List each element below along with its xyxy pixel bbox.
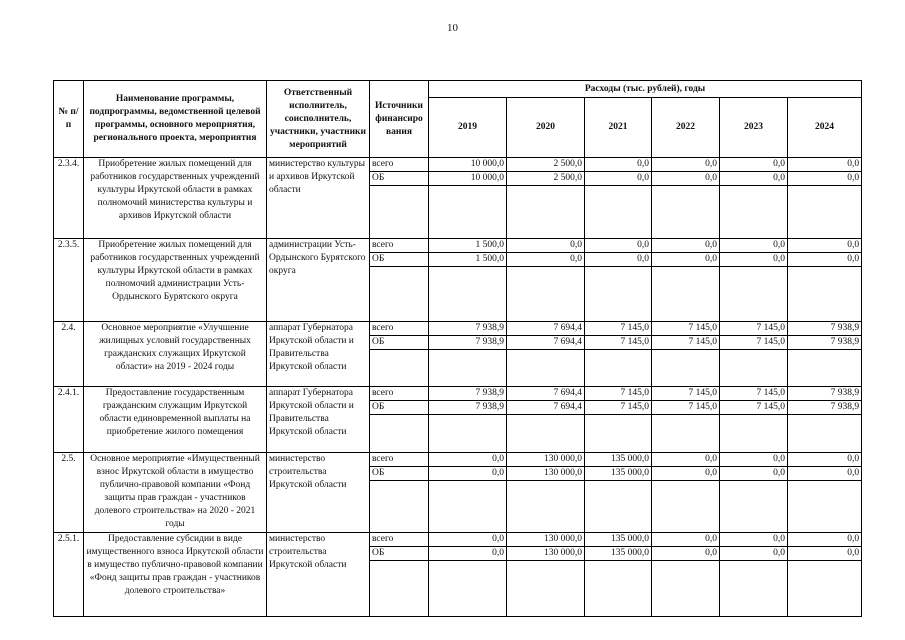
funding-source: ОБ bbox=[370, 401, 429, 415]
executor: министерство культуры и архивов Иркутской области bbox=[267, 158, 370, 239]
empty-cell bbox=[507, 186, 585, 239]
expense-value: 7 938,9 bbox=[788, 322, 862, 336]
expense-value: 7 694,4 bbox=[507, 387, 585, 401]
page-number: 10 bbox=[447, 22, 458, 34]
header-year: 2019 bbox=[429, 98, 507, 158]
empty-cell bbox=[720, 481, 788, 533]
table-row bbox=[54, 453, 862, 467]
expense-value: 7 145,0 bbox=[585, 387, 652, 401]
empty-cell bbox=[788, 415, 862, 453]
expense-value: 0,0 bbox=[720, 453, 788, 467]
header-source: Источники финансиро вания bbox=[370, 81, 429, 158]
expenses-table bbox=[53, 80, 862, 617]
funding-source: ОБ bbox=[370, 336, 429, 350]
empty-cell bbox=[370, 481, 429, 533]
header-name: Наименование программы, подпрограммы, ведомственной целевой программы, основного мероприятия, регионального проекта, мероприятия bbox=[84, 81, 267, 158]
funding-source: всего bbox=[370, 158, 429, 172]
empty-cell bbox=[429, 561, 507, 617]
expense-value: 0,0 bbox=[788, 253, 862, 267]
expense-value: 130 000,0 bbox=[507, 467, 585, 481]
row-number: 2.5. bbox=[54, 453, 84, 533]
expense-value: 7 938,9 bbox=[429, 401, 507, 415]
funding-source: всего bbox=[370, 387, 429, 401]
empty-cell bbox=[370, 350, 429, 387]
empty-cell bbox=[429, 267, 507, 322]
funding-source: всего bbox=[370, 453, 429, 467]
header-year: 2020 bbox=[507, 98, 585, 158]
empty-cell bbox=[370, 415, 429, 453]
header-expenses: Расходы (тыс. рублей), годы bbox=[429, 81, 862, 98]
empty-cell bbox=[585, 415, 652, 453]
expense-value: 0,0 bbox=[585, 158, 652, 172]
activity-name: Приобретение жилых помещений для работников государственных учреждений культуры Иркутской области в рамках полномочий администрации Усть-Ордынского Бурятского округа bbox=[84, 239, 267, 322]
expense-value: 0,0 bbox=[652, 253, 720, 267]
header-year: 2021 bbox=[585, 98, 652, 158]
header-executor: Ответственный исполнитель, соисполнитель, участники, участники мероприятий bbox=[267, 81, 370, 158]
expense-value: 7 145,0 bbox=[585, 336, 652, 350]
expense-value: 0,0 bbox=[585, 239, 652, 253]
expense-value: 7 694,4 bbox=[507, 322, 585, 336]
empty-cell bbox=[585, 561, 652, 617]
expense-value: 1 500,0 bbox=[429, 239, 507, 253]
empty-cell bbox=[652, 186, 720, 239]
expense-value: 130 000,0 bbox=[507, 547, 585, 561]
row-number: 2.4.1. bbox=[54, 387, 84, 453]
expense-value: 0,0 bbox=[788, 533, 862, 547]
funding-source: ОБ bbox=[370, 253, 429, 267]
expense-value: 0,0 bbox=[720, 533, 788, 547]
expense-value: 135 000,0 bbox=[585, 533, 652, 547]
expense-value: 0,0 bbox=[429, 453, 507, 467]
empty-cell bbox=[507, 481, 585, 533]
expense-value: 0,0 bbox=[788, 158, 862, 172]
empty-cell bbox=[585, 186, 652, 239]
expense-value: 0,0 bbox=[585, 253, 652, 267]
expense-value: 0,0 bbox=[429, 467, 507, 481]
expense-value: 7 145,0 bbox=[720, 401, 788, 415]
empty-cell bbox=[370, 561, 429, 617]
expense-value: 7 694,4 bbox=[507, 401, 585, 415]
expense-value: 0,0 bbox=[720, 253, 788, 267]
header-year: 2024 bbox=[788, 98, 862, 158]
expense-value: 0,0 bbox=[720, 239, 788, 253]
table-row bbox=[54, 533, 862, 547]
expense-value: 7 145,0 bbox=[652, 387, 720, 401]
expense-value: 2 500,0 bbox=[507, 158, 585, 172]
expense-value: 10 000,0 bbox=[429, 172, 507, 186]
expense-value: 7 694,4 bbox=[507, 336, 585, 350]
expense-value: 135 000,0 bbox=[585, 453, 652, 467]
activity-name: Предоставление государственным гражданским служащим Иркутской области единовременной выплаты на приобретение жилого помещения bbox=[84, 387, 267, 453]
expense-value: 0,0 bbox=[720, 467, 788, 481]
expense-value: 7 938,9 bbox=[788, 387, 862, 401]
expense-value: 7 145,0 bbox=[585, 322, 652, 336]
header-year: 2022 bbox=[652, 98, 720, 158]
expense-value: 0,0 bbox=[507, 239, 585, 253]
expense-value: 130 000,0 bbox=[507, 453, 585, 467]
empty-cell bbox=[720, 186, 788, 239]
funding-source: ОБ bbox=[370, 172, 429, 186]
empty-cell bbox=[720, 267, 788, 322]
expense-value: 0,0 bbox=[720, 547, 788, 561]
empty-cell bbox=[507, 415, 585, 453]
empty-cell bbox=[370, 186, 429, 239]
empty-cell bbox=[788, 186, 862, 239]
expense-value: 0,0 bbox=[788, 172, 862, 186]
header-row bbox=[54, 81, 862, 98]
expense-value: 130 000,0 bbox=[507, 533, 585, 547]
empty-cell bbox=[585, 267, 652, 322]
empty-cell bbox=[788, 481, 862, 533]
expense-value: 7 145,0 bbox=[720, 322, 788, 336]
empty-cell bbox=[652, 350, 720, 387]
empty-cell bbox=[507, 350, 585, 387]
expense-value: 135 000,0 bbox=[585, 547, 652, 561]
expense-value: 7 145,0 bbox=[720, 387, 788, 401]
table-row bbox=[54, 239, 862, 253]
empty-cell bbox=[788, 561, 862, 617]
expense-value: 0,0 bbox=[788, 547, 862, 561]
expense-value: 0,0 bbox=[788, 453, 862, 467]
expense-value: 7 938,9 bbox=[788, 336, 862, 350]
header-num: № п/п bbox=[54, 81, 84, 158]
expense-value: 0,0 bbox=[652, 239, 720, 253]
activity-name: Приобретение жилых помещений для работников государственных учреждений культуры Иркутской области в рамках полномочий министерства культуры и архивов Иркутской области bbox=[84, 158, 267, 239]
expense-value: 7 938,9 bbox=[429, 322, 507, 336]
expense-value: 7 938,9 bbox=[429, 336, 507, 350]
expense-value: 7 145,0 bbox=[652, 322, 720, 336]
expense-value: 0,0 bbox=[788, 239, 862, 253]
executor: аппарат Губернатора Иркутской области и Правительства Иркутской области bbox=[267, 322, 370, 387]
table-row bbox=[54, 158, 862, 172]
expense-value: 0,0 bbox=[720, 172, 788, 186]
empty-cell bbox=[652, 415, 720, 453]
empty-cell bbox=[652, 561, 720, 617]
expense-value: 2 500,0 bbox=[507, 172, 585, 186]
expense-value: 7 145,0 bbox=[652, 401, 720, 415]
empty-cell bbox=[720, 415, 788, 453]
empty-cell bbox=[585, 350, 652, 387]
empty-cell bbox=[788, 350, 862, 387]
executor: министерство строительства Иркутской области bbox=[267, 533, 370, 617]
executor: министерство строительства Иркутской области bbox=[267, 453, 370, 533]
funding-source: всего bbox=[370, 239, 429, 253]
funding-source: всего bbox=[370, 533, 429, 547]
expense-value: 0,0 bbox=[585, 172, 652, 186]
expense-value: 0,0 bbox=[652, 533, 720, 547]
table-row bbox=[54, 322, 862, 336]
row-number: 2.3.5. bbox=[54, 239, 84, 322]
empty-cell bbox=[429, 186, 507, 239]
empty-cell bbox=[720, 350, 788, 387]
expense-value: 0,0 bbox=[720, 158, 788, 172]
empty-cell bbox=[429, 481, 507, 533]
empty-cell bbox=[652, 481, 720, 533]
expense-value: 7 938,9 bbox=[788, 401, 862, 415]
empty-cell bbox=[507, 267, 585, 322]
expense-value: 1 500,0 bbox=[429, 253, 507, 267]
activity-name: Предоставление субсидии в виде имущественного взноса Иркутской области в имущество публично-правовой компании «Фонд защиты прав граждан - участников долевого строительства» bbox=[84, 533, 267, 617]
empty-cell bbox=[429, 350, 507, 387]
funding-source: ОБ bbox=[370, 547, 429, 561]
executor: аппарат Губернатора Иркутской области и Правительства Иркутской области bbox=[267, 387, 370, 453]
row-number: 2.3.4. bbox=[54, 158, 84, 239]
table-row bbox=[54, 387, 862, 401]
expense-value: 7 145,0 bbox=[652, 336, 720, 350]
header-year: 2023 bbox=[720, 98, 788, 158]
executor: администрации Усть-Ордынского Бурятского округа bbox=[267, 239, 370, 322]
empty-cell bbox=[652, 267, 720, 322]
expense-value: 7 938,9 bbox=[429, 387, 507, 401]
table-body bbox=[54, 158, 862, 617]
expense-value: 0,0 bbox=[652, 467, 720, 481]
expense-value: 0,0 bbox=[429, 533, 507, 547]
empty-cell bbox=[507, 561, 585, 617]
empty-cell bbox=[585, 481, 652, 533]
funding-source: всего bbox=[370, 322, 429, 336]
expense-value: 135 000,0 bbox=[585, 467, 652, 481]
expense-value: 10 000,0 bbox=[429, 158, 507, 172]
row-number: 2.5.1. bbox=[54, 533, 84, 617]
activity-name: Основное мероприятие «Улучшение жилищных условий государственных гражданских служащих Иркутской области» на 2019 - 2024 годы bbox=[84, 322, 267, 387]
empty-cell bbox=[788, 267, 862, 322]
expense-value: 0,0 bbox=[652, 453, 720, 467]
expense-value: 0,0 bbox=[652, 547, 720, 561]
expense-value: 7 145,0 bbox=[720, 336, 788, 350]
funding-source: ОБ bbox=[370, 467, 429, 481]
empty-cell bbox=[370, 267, 429, 322]
expense-value: 7 145,0 bbox=[585, 401, 652, 415]
expense-value: 0,0 bbox=[507, 253, 585, 267]
row-number: 2.4. bbox=[54, 322, 84, 387]
expense-value: 0,0 bbox=[652, 158, 720, 172]
expense-value: 0,0 bbox=[788, 467, 862, 481]
empty-cell bbox=[720, 561, 788, 617]
expense-value: 0,0 bbox=[429, 547, 507, 561]
activity-name: Основное мероприятие «Имущественный взнос Иркутской области в имущество публично-правовой компании «Фонд защиты прав граждан - участников долевого строительства» на 2020 - 2021 годы bbox=[84, 453, 267, 533]
expense-value: 0,0 bbox=[652, 172, 720, 186]
empty-cell bbox=[429, 415, 507, 453]
